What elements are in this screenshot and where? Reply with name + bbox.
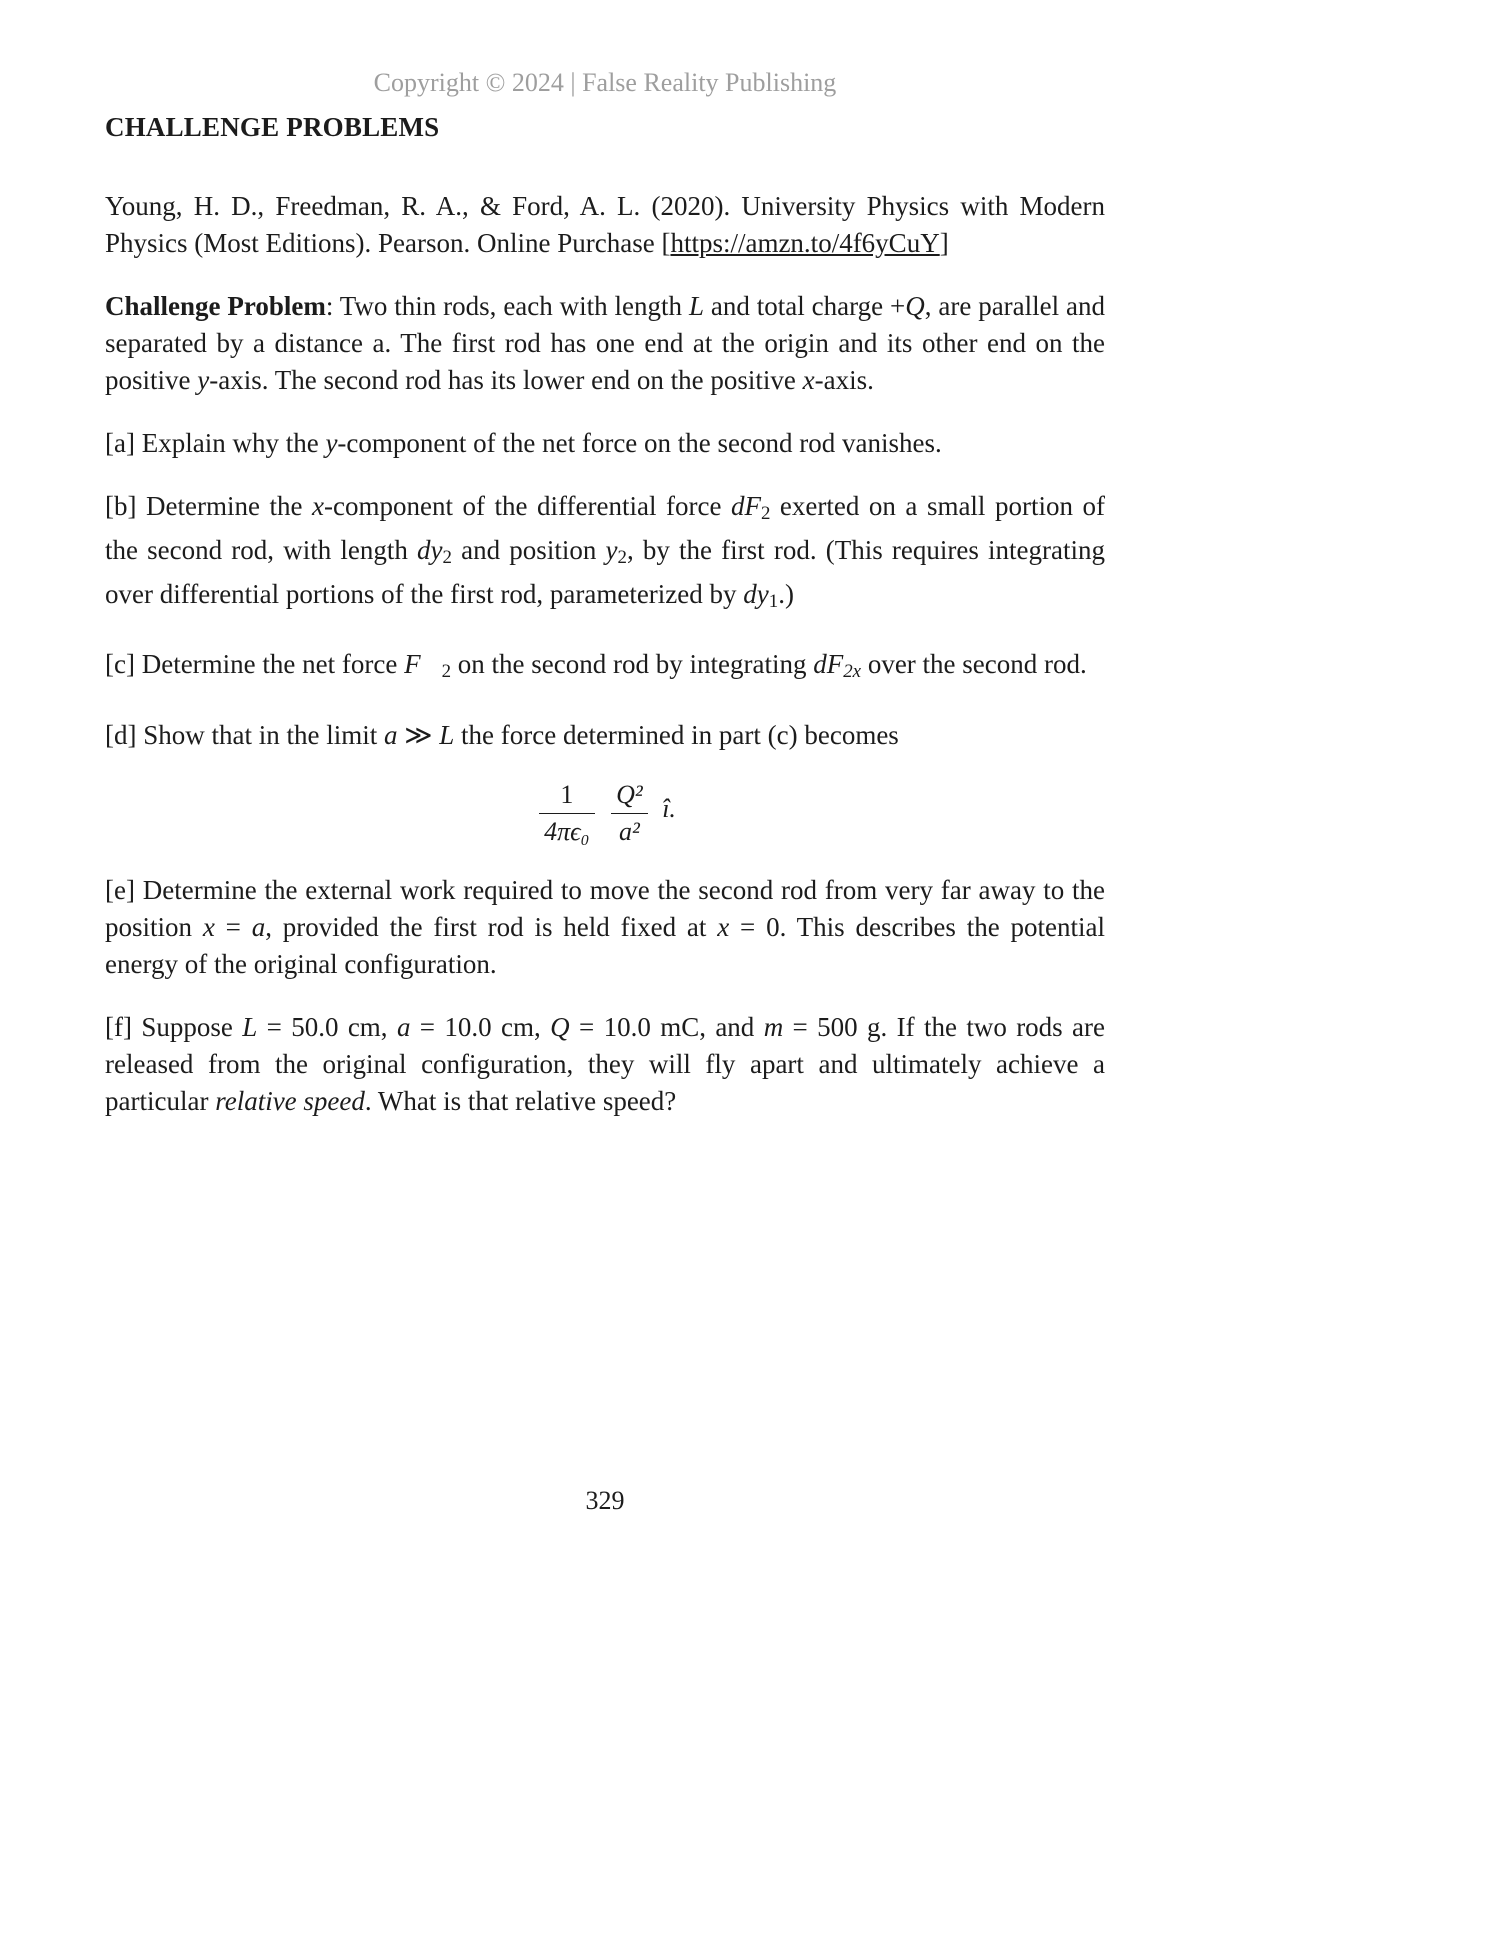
text-segment: = (214, 912, 252, 943)
fraction-charge-over-distance (611, 780, 648, 847)
text-segment: a (251, 912, 266, 943)
text-segment: Q (550, 1012, 570, 1043)
text-segment: y (197, 365, 210, 395)
text-segment: L (439, 719, 455, 750)
formula-numerator-1: 1 (560, 779, 574, 809)
text-segment: Q (905, 291, 925, 321)
text-segment: [a] Explain why the (105, 428, 326, 458)
text-segment: Young, H. D., Freedman, R. A., & Ford, A. L. (2020). University Physics with Modern Physics (Most Editions). Pearson. Online Purchase [ (105, 191, 1105, 258)
text-segment: ] (939, 228, 949, 258)
text-segment: = 10.0 cm, (410, 1012, 551, 1043)
formula-denominator-2: a² (611, 813, 648, 847)
text-segment: y (325, 428, 338, 458)
formula-display (105, 780, 1105, 847)
text-segment: : Two thin rods, each with length (325, 291, 689, 321)
text-segment: over the second rod. (861, 649, 1087, 680)
text-segment: -component of the differential force (323, 491, 731, 521)
part-f-paragraph (105, 1009, 1105, 1120)
page-number: 329 (585, 1486, 625, 1515)
text-segment: [f] Suppose (105, 1012, 243, 1043)
text-segment: [c] Determine the net force (105, 649, 405, 680)
formula-unit-vector: î. (662, 794, 676, 824)
text-segment: -axis. The second rod has its lower end on the positive (209, 365, 803, 395)
text-segment: = 10.0 mC, and (569, 1012, 764, 1043)
text-segment: 1 (768, 591, 779, 613)
text-segment: and total charge + (703, 291, 906, 321)
text-segment: L (688, 291, 704, 321)
page-title: CHALLENGE PROBLEMS (105, 112, 440, 142)
text-segment: [b] Determine the (105, 491, 312, 521)
text-segment: Challenge Problem (105, 291, 326, 321)
text-segment: , by the first rod. (This requires integrating over differential portions of the first rod, parameterized by (105, 535, 1106, 610)
problem-statement-paragraph (105, 288, 1105, 399)
text-segment: [d] Show that in the limit (105, 719, 384, 750)
text-segment: 2x (843, 661, 862, 683)
part-d-paragraph (105, 717, 1105, 754)
text-segment: x (717, 912, 730, 943)
text-segment: relative speed (215, 1086, 365, 1117)
part-b-paragraph (105, 488, 1105, 620)
text-segment: a (383, 719, 398, 750)
formula-denominator-1: 4πϵ₀ (539, 813, 595, 847)
text-segment: 2 (617, 547, 627, 569)
text-segment: L (242, 1012, 258, 1043)
formula-numerator-2: Q² (616, 779, 643, 809)
text-segment: on the second rod by integrating (451, 649, 814, 680)
text-segment: exerted on a small portion of the second rod, with length (105, 491, 1105, 566)
text-segment: dF (813, 649, 844, 680)
text-segment: x (802, 365, 815, 395)
copyright-header: Copyright © 2024 | False Reality Publishing (373, 68, 837, 97)
text-segment: . What is that relative speed? (364, 1086, 677, 1117)
text-segment: 2 (442, 547, 452, 569)
part-a-paragraph (105, 425, 1105, 462)
text-segment: and position (451, 535, 606, 566)
citation-paragraph (105, 188, 1105, 262)
text-segment: F⃗ (404, 649, 442, 680)
text-segment: , are parallel and separated by a distance a. The first rod has one end at the origin and its other end on the positive (105, 291, 1106, 395)
text-segment: [e] Determine the external work required to move the second rod from very far away to the position (105, 875, 1105, 943)
text-segment: -component of the net force on the second rod vanishes. (337, 428, 942, 458)
part-e-paragraph (105, 872, 1105, 983)
text-segment: dy (743, 579, 769, 610)
text-segment: dy (417, 535, 443, 566)
text-segment: = 0. This describes the potential energy of the original configuration. (105, 912, 1106, 980)
fraction-coulomb-constant (539, 780, 595, 847)
text-segment: 2 (441, 661, 452, 683)
citation-link[interactable]: https://amzn.to/4f6yCuY (670, 228, 940, 258)
text-segment: the force determined in part (c) becomes (454, 719, 899, 750)
text-segment: = 50.0 cm, (257, 1012, 397, 1043)
text-segment: x (312, 491, 324, 521)
text-segment: = 500 g. If the two rods are released from the original configuration, they will fly apart and ultimately achieve a particular (105, 1012, 1106, 1117)
text-segment: y (605, 535, 618, 566)
text-segment: -axis. (814, 365, 874, 395)
text-segment: .) (778, 579, 794, 610)
text-segment: x (202, 912, 215, 943)
text-segment: dF (730, 491, 761, 521)
text-segment: 2 (760, 503, 771, 525)
text-segment: , provided the first rod is held fixed at (265, 912, 718, 943)
text-segment: a (396, 1012, 411, 1043)
part-c-paragraph (105, 646, 1105, 690)
text-segment: ≫ (397, 719, 440, 750)
text-segment: m (763, 1012, 784, 1043)
